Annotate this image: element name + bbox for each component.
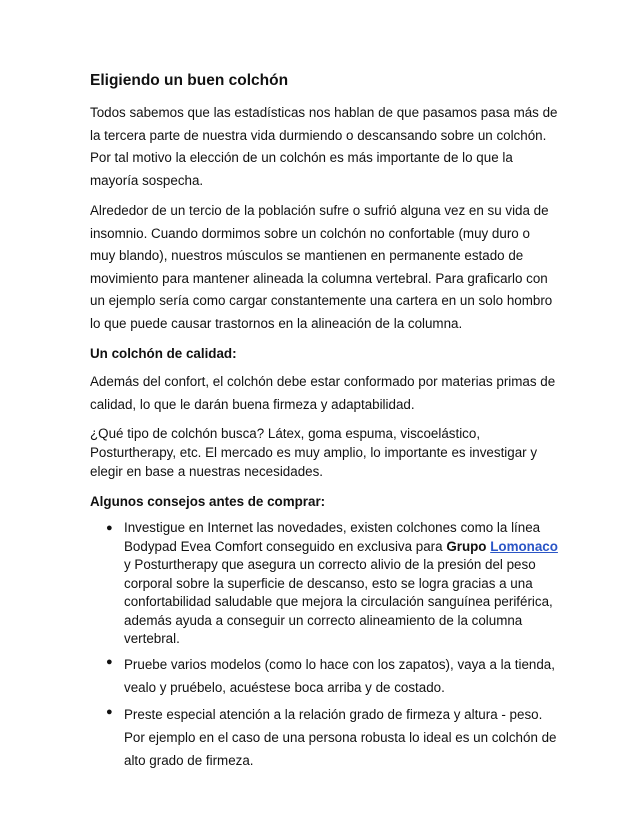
tip-text: Investigue en Internet las novedades, existen colchones como la línea Bodypad Evea Comfort conseguido en exclusiva para — [124, 520, 541, 554]
list-item — [106, 703, 558, 772]
tip-text-continued: y Posturtherapy que asegura un correcto alivio de la presión del peso corporal sobre la superficie de descanso, esto se logra gracias a una confortabilidad saludable que mejora la circulación sanguínea periférica, además ayuda a conseguir un correcto alineamiento de la columna vertebral. — [124, 557, 553, 646]
tip-text: Preste especial atención a la relación grado de firmeza y altura - peso. Por ejemplo en el caso de una persona robusta lo ideal es un colchón de alto grado de firmeza. — [124, 706, 557, 768]
paragraph-intro: Todos sabemos que las estadísticas nos hablan de que pasamos pasa más de la tercera parte de nuestra vida durmiendo o descansando sobre un colchón. Por tal motivo la elección de un colchón es más importante de lo que la mayoría sospecha. — [90, 105, 558, 188]
bullet-icon: ● — [106, 655, 113, 668]
list-item — [106, 519, 558, 649]
heading-quality: Un colchón de calidad: — [90, 346, 237, 361]
document-page — [90, 70, 558, 776]
bullet-icon: ● — [106, 522, 113, 534]
tip-text: Pruebe varios modelos (como lo hace con los zapatos), vaya a la tienda, vealo y pruébelo, acuéstese boca arriba y de costado. — [124, 656, 555, 695]
tip-bold-text: Grupo — [446, 538, 487, 554]
tips-list — [90, 519, 558, 772]
paragraph-quality: Además del confort, el colchón debe estar conformado por materias primas de calidad, lo que le darán buena firmeza y adaptabilidad. — [90, 374, 556, 412]
paragraph-insomnia: Alrededor de un tercio de la población sufre o sufrió alguna vez en su vida de insomnio. Cuando dormimos sobre un colchón no confortable (muy duro o muy blando), nuestros músculos se mantienen en permanente estado de movimiento para mantener alineada la columna vertebral. Para graficarlo con un ejemplo sería como cargar constantemente una cartera en un solo hombro lo que puede causar trastornos en la alineación de la columna. — [90, 203, 553, 331]
list-item — [106, 653, 558, 699]
document-title: Eligiendo un buen colchón — [90, 72, 289, 89]
paragraph-question: ¿Qué tipo de colchón busca? Látex, goma espuma, viscoelástico, Posturtherapy, etc. El mercado es muy amplio, lo importante es investigar y elegir en base a nuestras necesidades. — [90, 426, 538, 479]
heading-tips: Algunos consejos antes de comprar: — [90, 494, 326, 509]
lomonaco-link[interactable]: Lomonaco — [490, 538, 558, 554]
bullet-icon: ● — [106, 705, 113, 718]
